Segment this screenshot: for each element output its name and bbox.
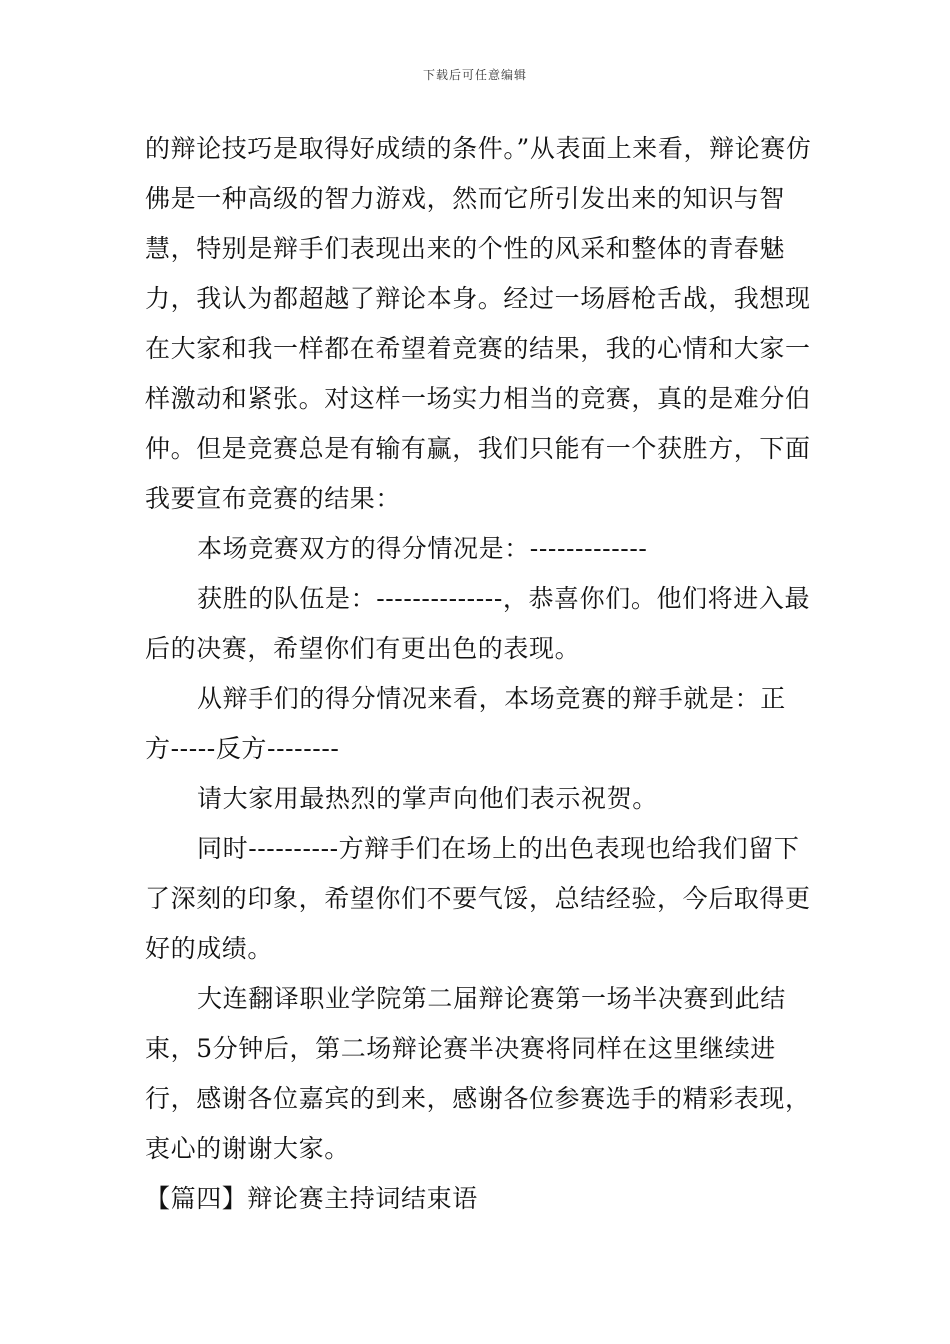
paragraph-applause: 请大家用最热烈的掌声向他们表示祝贺。 [197, 784, 658, 813]
paragraph-closing: 大连翻译职业学院第二届辩论赛第一场半决赛到此结束，5分钟后，第二场辩论赛半决赛将同样在这里继续进行，感谢各位嘉宾的到来，感谢各位参赛选手的精彩表现，衷心的谢谢大家。 [145, 984, 811, 1163]
document-body [145, 124, 813, 1224]
paragraph-encouragement: 同时----------方辩手们在场上的出色表现也给我们留下了深刻的印象，希望你们不要气馁，总结经验，今后取得更好的成绩。 [145, 834, 811, 963]
page-header-note: 下载后可任意编辑 [422, 68, 527, 82]
section-heading: 【篇四】辩论赛主持词结束语 [145, 1184, 478, 1213]
paragraph-best-debater: 从辩手们的得分情况来看，本场竞赛的辩手就是：正方-----反方-------- [145, 684, 786, 763]
paragraph-score: 本场竞赛双方的得分情况是：------------- [197, 534, 648, 563]
paragraph-winner: 获胜的队伍是：--------------，恭喜你们。他们将进入最后的决赛，希望你们有更出色的表现。 [145, 584, 811, 663]
paragraph-continuation: 的辩论技巧是取得好成绩的条件。”从表面上来看，辩论赛仿佛是一种高级的智力游戏，然而它所引发出来的知识与智慧，特别是辩手们表现出来的个性的风采和整体的青春魅力，我认为都超越了辩论本身。经过一场唇枪舌战，我想现在大家和我一样都在希望着竞赛的结果，我的心情和大家一样激动和紧张。对这样一场实力相当的竞赛，真的是难分伯仲。但是竞赛总是有输有赢，我们只能有一个获胜方，下面我要宣布竞赛的结果： [145, 134, 812, 513]
